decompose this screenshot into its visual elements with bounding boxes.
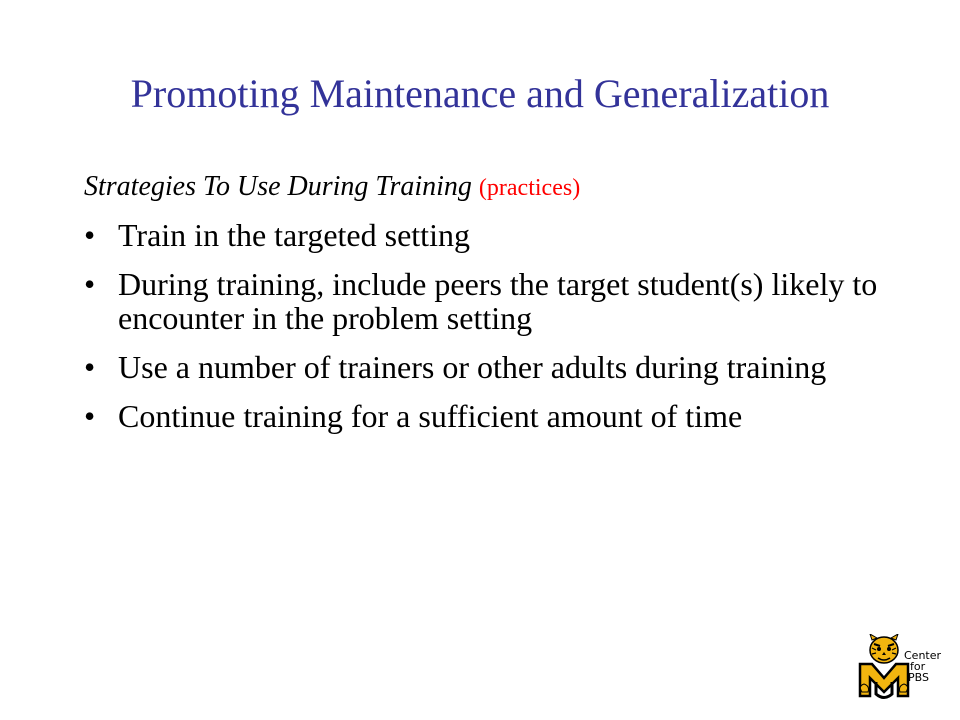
bullet-item <box>84 399 884 433</box>
logo-line-for: for <box>910 660 926 673</box>
bullet-item <box>84 350 884 384</box>
bullet-list <box>84 218 884 448</box>
bullet-dot: • <box>84 266 96 302</box>
bullet-text: Train in the targeted setting <box>118 217 470 253</box>
section-subtitle <box>84 170 580 205</box>
logo-line-center: Center <box>904 649 942 662</box>
bullet-dot: • <box>84 217 96 253</box>
bullet-text: During training, include peers the target student(s) likely to encounter in the problem setting <box>118 266 878 336</box>
bullet-text: Continue training for a sufficient amount of time <box>118 398 743 434</box>
bullet-dot: • <box>84 398 96 434</box>
subtitle-note: (practices) <box>478 175 581 201</box>
bullet-item <box>84 267 884 335</box>
bullet-text: Use a number of trainers or other adults during training <box>118 349 827 385</box>
subtitle-lead: Strategies To Use During Training <box>84 171 472 202</box>
logo-line-pbs: PBS <box>908 671 929 684</box>
logo-caption <box>904 650 941 683</box>
bullet-item <box>84 218 884 252</box>
slide-title: Promoting Maintenance and Generalization <box>130 71 830 116</box>
tiger-head-icon <box>870 634 898 663</box>
bullet-dot: • <box>84 349 96 385</box>
